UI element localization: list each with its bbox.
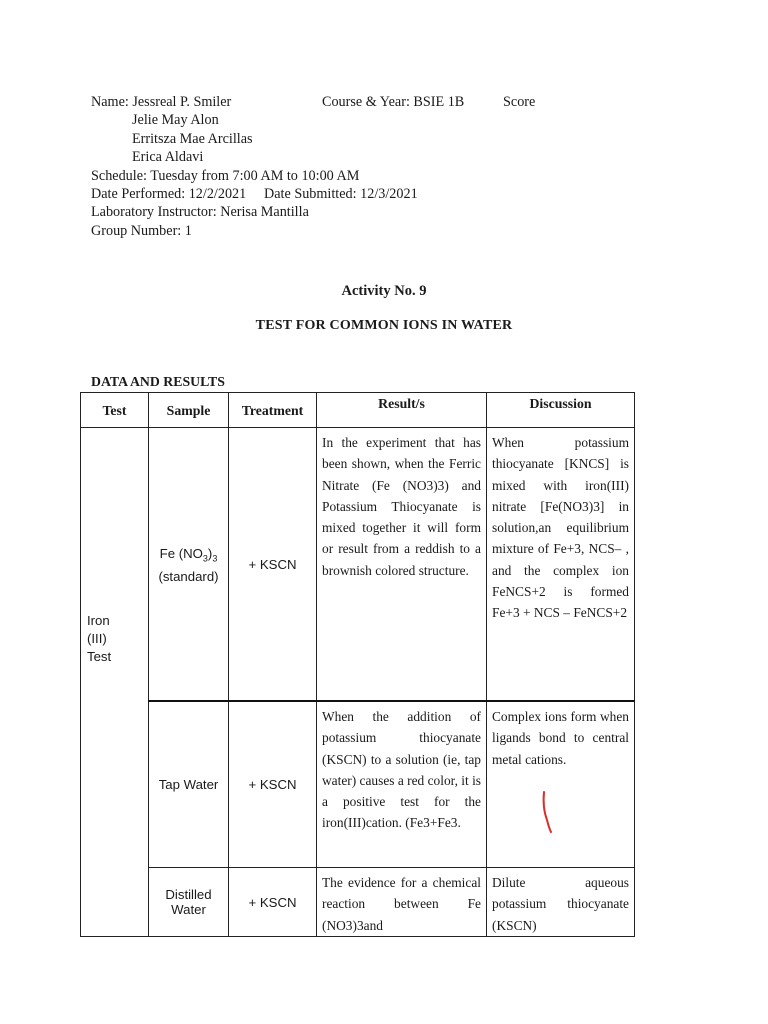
result-cell: In the experiment that has been shown, when the Ferric Nitrate (Fe (NO3)3) and Potassium Thiocyanate is mixed together it will form or result from a reddish to a brownish colored structure. [317,428,487,702]
results-table [80,392,635,937]
column-header-test: Test [81,393,149,428]
column-header-treatment: Treatment [229,393,317,428]
test-name-line: (III) [87,631,107,646]
member-name: Erica Aldavi [132,149,204,166]
lab-instructor: Laboratory Instructor: Nerisa Mantilla [91,204,309,221]
course-year-label: Course & Year: BSIE 1B [322,94,465,110]
member-name: Erritsza Mae Arcillas [132,130,253,147]
result-cell: When the addition of potassium thiocyanate (KSCN) to a solution (ie, tap water) causes a red color, it is a positive test for the iron(III)cation. (Fe3+Fe3. [317,701,487,868]
result-cell: The evidence for a chemical reaction between Fe (NO3)3and [317,868,487,937]
test-name-cell [81,428,149,937]
sample-line: Distilled [165,887,212,902]
sample-line: Water [171,902,206,917]
sample-formula: Fe $(NO_3)_3$ [159,546,218,564]
student-info [91,93,535,240]
discussion-cell: Dilute aqueous potassium thiocyanate (KSCN) [487,868,635,937]
sample-note: (standard) [158,568,219,584]
name-row [91,93,535,111]
treatment-cell: + KSCN [229,428,317,702]
discussion-cell: Complex ions form when ligands bond to central metal cations. [487,701,635,868]
group-number: Group Number: 1 [91,222,192,239]
activity-subtitle: TEST FOR COMMON IONS IN WATER [255,318,513,333]
activity-title: Activity No. 9 [341,283,427,299]
sample-cell: Tap Water [149,701,229,868]
red-pen-mark-icon [540,790,556,834]
sample-cell [149,868,229,937]
test-name-line: Test [87,649,112,664]
table-row [81,868,635,937]
test-name-line: Iron [87,613,110,628]
sample-cell [149,428,229,702]
column-header-discussion: Discussion [487,393,635,428]
column-header-sample: Sample [149,393,229,428]
treatment-cell: + KSCN [229,868,317,937]
section-heading: DATA AND RESULTS [91,374,225,389]
date-submitted: Date Submitted: 12/3/2021 [263,186,418,203]
table-row [81,701,635,868]
column-header-results: Result/s [317,393,487,428]
date-performed: Date Performed: 12/2/2021 [91,186,247,203]
treatment-cell: + KSCN [229,701,317,868]
schedule: Schedule: Tuesday from 7:00 AM to 10:00 AM [91,167,360,184]
table-row [81,428,635,702]
name-label: Name: Jessreal P. Smiler [91,94,232,110]
dates-row [91,185,535,203]
discussion-cell: When potassium thiocyanate [KNCS] is mixed with iron(III) nitrate [Fe(NO3)3] in solution,an equilibrium mixture of Fe+3, NCS– , and the complex ion FeNCS+2 is formed Fe+3 + NCS – FeNCS+2 [487,428,635,702]
member-name: Jelie May Alon [132,112,219,129]
score-label: Score [503,94,536,110]
